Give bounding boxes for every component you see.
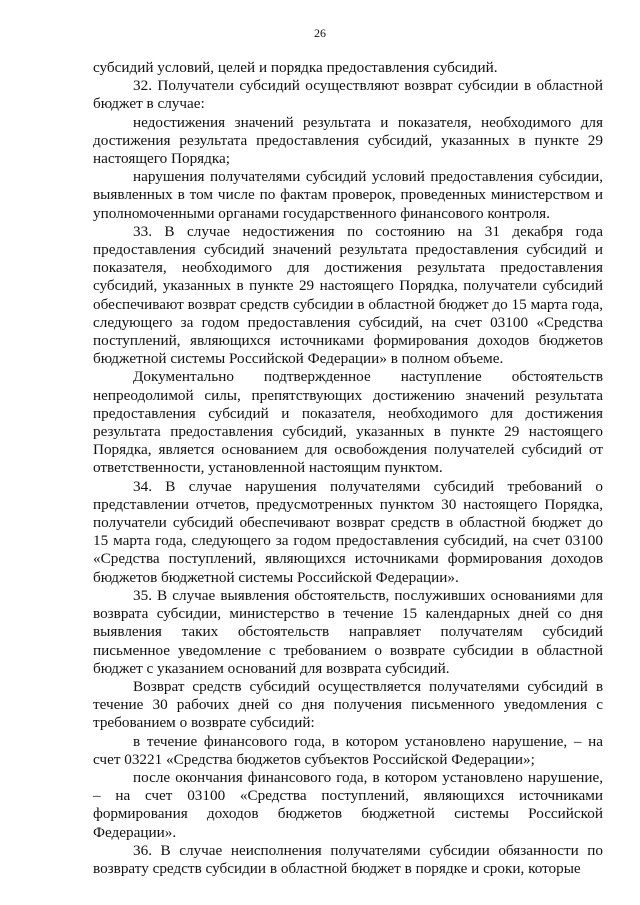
paragraph-clause-35: 35. В случае выявления обстоятельств, послуживших основаниями для возврата субсидии, министерство в течение 15 календарных дней со дня выявления таких обстоятельств направляет получателям субсидий письменное уведомление с требованием о возврате субсидии в областной бюджет с указанием оснований для возврата субсидий. bbox=[93, 586, 603, 677]
paragraph-clause-32: 32. Получатели субсидий осуществляют возврат субсидии в областной бюджет в случае: bbox=[93, 77, 603, 113]
page-number: 26 bbox=[314, 26, 326, 40]
paragraph-clause-34: 34. В случае нарушения получателями субсидий требований о представлении отчетов, предусмотренных пунктом 30 настоящего Порядка, получатели субсидий обеспечивают возврат средств в областной бюджет до 15 марта года, следующего за годом предоставления субсидий, на счет 03100 «Средства поступлений, являющихся источниками формирования доходов бюджетов бюджетной системы Российской Федерации». bbox=[93, 477, 603, 586]
paragraph-clause-32-item-2: нарушения получателями субсидий условий предоставления субсидии, выявленных в том числе по фактам проверок, проведенных министерством и уполномоченными органами государственного финансового контроля. bbox=[93, 168, 603, 222]
paragraph-clause-33-force-majeure: Документально подтвержденное наступление обстоятельств непреодолимой силы, препятствующих достижению значений результата предоставления субсидий и показателя, необходимого для достижения результата предоставления субсидий, указанных в пункте 29 настоящего Порядка, является основанием для освобождения получателей субсидий от ответственности, установленной настоящим пунктом. bbox=[93, 368, 603, 477]
paragraph-clause-35-item-1: в течение финансового года, в котором установлено нарушение, – на счет 03221 «Средства бюджетов субъектов Российской Федерации»; bbox=[93, 732, 603, 768]
paragraph-clause-35-item-2: после окончания финансового года, в котором установлено нарушение, – на счет 03100 «Средства поступлений, являющихся источниками формирования доходов бюджетов бюджетной системы Российской Федерации». bbox=[93, 768, 603, 841]
paragraph-clause-32-item-1: недостижения значений результата и показателя, необходимого для достижения результата предоставления субсидий, указанных в пункте 29 настоящего Порядка; bbox=[93, 113, 603, 168]
paragraph-clause-36: 36. В случае неисполнения получателями субсидии обязанности по возврату средств субсидии в областной бюджет в порядке и сроки, которые bbox=[93, 841, 603, 877]
paragraph-clause-33: 33. В случае недостижения по состоянию на 31 декабря года предоставления субсидий значений результата предоставления субсидий и показателя, необходимого для достижения результата предоставления субсидий, указанных в пункте 29 настоящего Порядка, получатели субсидий обеспечивают возврат средств субсидии в областной бюджет до 15 марта года, следующего за годом предоставления субсидий, на счет 03100 «Средства поступлений, являющихся источниками формирования доходов бюджетов бюджетной системы Российской Федерации» в полном объеме. bbox=[93, 222, 603, 368]
paragraph-clause-35-refund-term: Возврат средств субсидий осуществляется получателями субсидий в течение 30 рабочих дней со дня получения письменного уведомления с требованием о возврате субсидий: bbox=[93, 677, 603, 732]
document-body bbox=[93, 59, 603, 878]
paragraph-continuation: субсидий условий, целей и порядка предоставления субсидий. bbox=[93, 59, 498, 76]
